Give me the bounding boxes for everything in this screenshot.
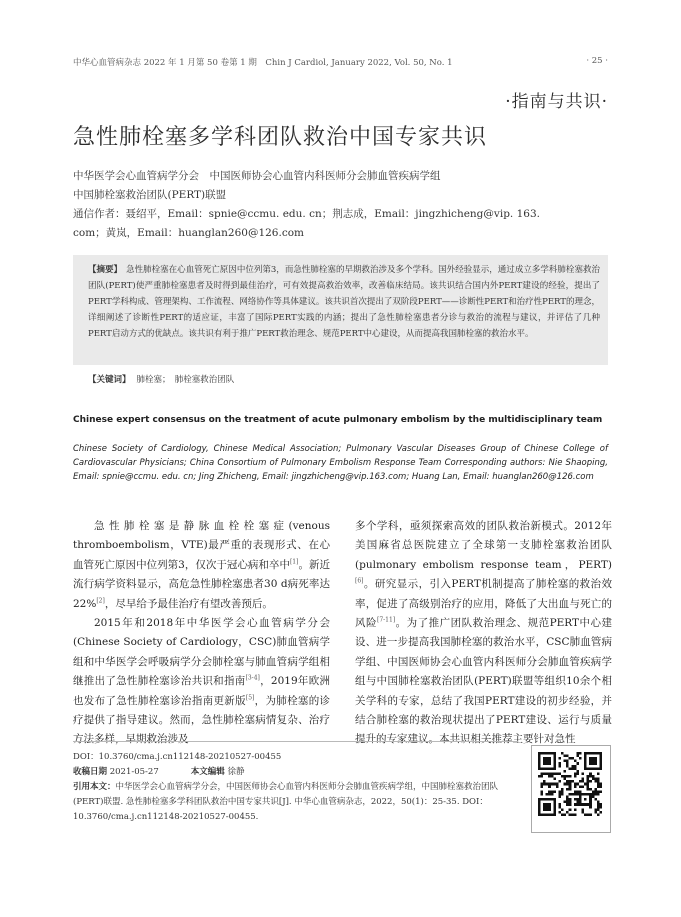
body-paragraph: [73, 517, 330, 614]
body-text: ，尽早给予最佳治疗有望改善预后。: [104, 597, 273, 610]
author-line-2: 中国肺栓塞救治团队(PERT)联盟: [73, 189, 227, 201]
reference-mark: [3-4]: [245, 674, 260, 682]
body-text: ，为肺栓塞的诊疗提供了指导建议。然而，急性肺栓塞病情复杂、治疗方法多样，早期救治涉及: [73, 694, 331, 746]
citation-text: 中华医学会心血管病学分会，中国医师协会心血管内科医师分会肺血管疾病学组，中国肺栓塞救治团队(PERT)联盟. 急性肺栓塞多学科团队救治中国专家共识[J]. 中华心血管病杂志，2022，50(1)：25-35. DOI：10.3760/cma.j.cn112148-20210527-00455.: [73, 782, 499, 822]
reference-mark: [2]: [96, 597, 105, 605]
keywords: [88, 373, 234, 385]
section-label: ·指南与共识·: [505, 92, 608, 112]
editor-name: 徐静: [227, 767, 245, 777]
author-block: [73, 167, 540, 243]
author-line-1: 中华医学会心血管病学分会 中国医师协会心血管内科医师分会肺血管疾病学组: [73, 170, 441, 182]
running-head-journal: 中华心血管病杂志 2022 年 1 月第 50 卷第 1 期 Chin J Cardiol, January 2022, Vol. 50, No. 1: [73, 58, 453, 68]
article-title: 急性肺栓塞多学科团队救治中国专家共识: [73, 125, 488, 150]
body-column-left: [73, 517, 330, 750]
reference-mark: [7-11]: [377, 616, 396, 624]
doi-line[interactable]: DOI：10.3760/cma.j.cn112148-20210527-00455: [73, 752, 282, 762]
running-head: [73, 56, 608, 68]
english-title: Chinese expert consensus on the treatment of acute pulmonary embolism by the multidisciplinary team: [73, 415, 603, 425]
body-text: 。为了推广团队救治理念、规范PERT中心建设、进一步提高我国肺栓塞的救治水平，CSC肺血管病学组、中国医师协会心血管内科医师分会肺血管疾病学组与中国肺栓塞救治团队(PERT)联盟等组织10余个相关学科的专家，总结了我国PERT建设的初步经验，并结合肺栓塞的救治现状提出了PERT建设、运行与质量提升的专家建议。本共识相关推荐主要针对急性: [355, 617, 612, 746]
dates-line: [73, 765, 523, 780]
corresponding-line-1: 通信作者：聂绍平，Email：spnie@ccmu. edu. cn；荆志成，Email：jingzhicheng@vip. 163.: [73, 208, 540, 220]
keywords-label: 【关键词】: [88, 375, 131, 385]
body-paragraph: [73, 614, 330, 750]
abstract: [88, 262, 600, 342]
body-text: 2015年和2018年中华医学会心血管病学分会(Chinese Society of Cardiology，CSC)肺血管病学组和中华医学会呼吸病学分会肺栓塞与肺血管病学组相继推出了急性肺栓塞诊治共识和指南: [73, 617, 330, 688]
page-number: · 25 ·: [586, 56, 608, 66]
received-date: 2021-05-27: [109, 767, 159, 777]
citation: [73, 780, 523, 825]
body-paragraph: [355, 517, 612, 750]
body-text: 。新近流行病学资料显示，高危急性肺栓塞患者30 d病死率达22%: [73, 558, 330, 610]
body-text: 多个学科，亟须探索高效的团队救治新模式。2012年美国麻省总医院建立了全球第一支肺栓塞救治团队(pulmonary embolism response team，PERT): [355, 520, 612, 571]
reference-mark: [1]: [289, 558, 299, 566]
body-column-right: [355, 517, 612, 750]
citation-label: 引用本文：: [73, 782, 116, 792]
reference-mark: [5]: [245, 694, 255, 702]
abstract-text: 急性肺栓塞在心血管死亡原因中位列第3，而急性肺栓塞的早期救治涉及多个学科。国外经验显示，通过成立多学科肺栓塞救治团队(PERT)使严重肺栓塞患者及时得到最佳治疗，可有效提高救治效率，改善临床结局。该共识结合国内外PERT建设的经验，提出了PERT学科构成、管理架构、工作流程、网络协作等具体建议。该共识首次提出了双阶段PERT——诊断性PERT和治疗性PERT的理念，详细阐述了诊断性PERT的适应证，丰富了国际PERT实践的内涵；提出了急性肺栓塞患者分诊与救治的流程与建议，并评估了几种PERT启动方式的优缺点。该共识有利于推广PERT救治理念、规范PERT中心建设，从而提高我国肺栓塞的救治水平。: [88, 265, 600, 339]
corresponding-line-2: com；黄岚，Email：huanglan260@126.com: [73, 227, 304, 239]
editor-label: 本文编辑: [190, 767, 225, 777]
body-text: 。研究显示，引入PERT机制提高了肺栓塞的救治效率，促进了高级别治疗的应用，降低了大出血与死亡的风险: [355, 578, 612, 630]
body-text: ，2019年欧洲也发布了急性肺栓塞诊治指南更新版: [73, 675, 330, 707]
body-text: 急性肺栓塞是静脉血栓栓塞症(venous thromboembolism，VTE)最严重的表现形式、在心血管死亡原因中位列第3，仅次于冠心病和卒中: [73, 520, 330, 571]
footer-divider: [73, 741, 518, 742]
qr-code-icon[interactable]: [538, 752, 602, 816]
reference-mark: [6]: [355, 577, 364, 585]
keywords-text: 肺栓塞； 肺栓塞救治团队: [136, 375, 235, 385]
article-footer: [73, 750, 523, 825]
received-label: 收稿日期: [73, 767, 108, 777]
english-authors: Chinese Society of Cardiology, Chinese Medical Association; Pulmonary Vascular Diseases Group of Chinese College of Cardiovascular Physicians; China Consortium of Pulmonary Embolism Response Team Corresponding authors: Nie Shaoping, Email: spnie@ccmu. edu. cn; Jing Zhicheng, Email: jingzhicheng@vip.163.com; Huang Lan, Email: huanglan260@126.com: [73, 444, 608, 482]
abstract-label: 【摘要】: [88, 265, 123, 275]
